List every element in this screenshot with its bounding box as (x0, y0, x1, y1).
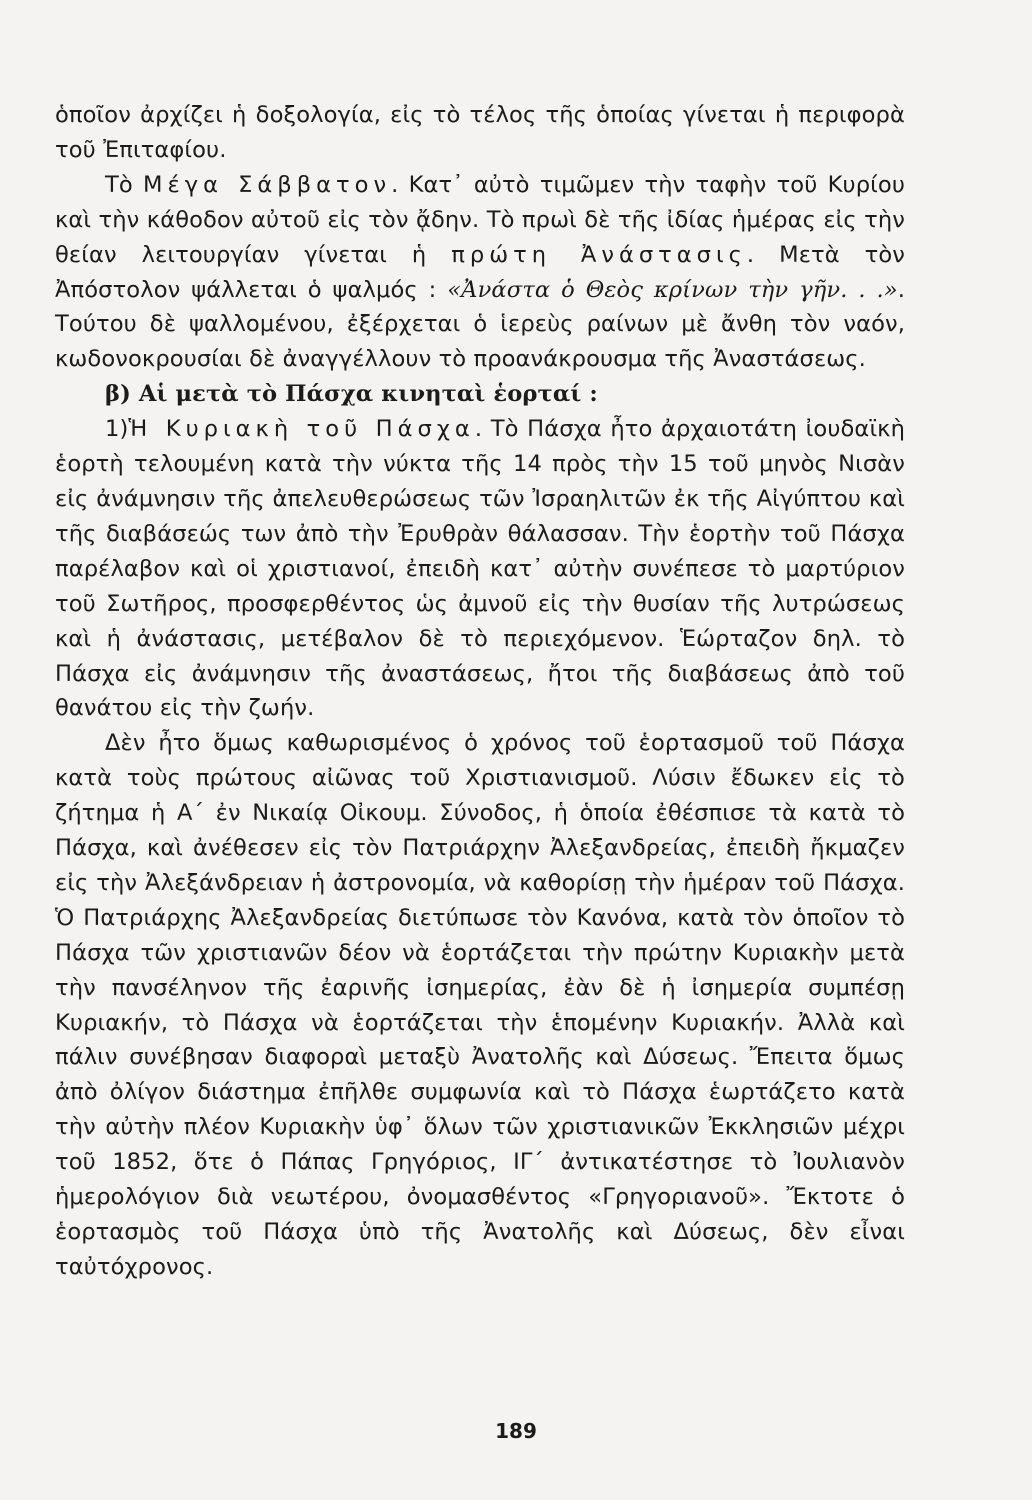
item-number: 1) (105, 416, 129, 443)
page-number: 189 (495, 1419, 537, 1443)
term-pascha-sunday: Ἡ Κυριακὴ τοῦ Πάσχα (128, 416, 475, 443)
section-heading: β) Αἱ μετὰ τὸ Πάσχα κινηταὶ ἑορταί : (105, 381, 598, 408)
body-text (55, 98, 905, 1285)
paragraph-pascha-date: Δὲν ἦτο ὅμως καθωρισμένος ὁ χρόνος τοῦ ἑορτασμοῦ τοῦ Πάσχα κατὰ τοὺς πρώτους αἰῶνας τοῦ Χριστιανισμοῦ. Λύσιν ἔδωκεν εἰς τὸ ζήτημα ἡ Α΄ ἐν Νικαίᾳ Οἰκουμ. Σύνοδος, ἡ ὁποία ἐθέσπισε τὰ κατὰ τὸ Πάσχα, καὶ ἀνέθεσεν εἰς τὸν Πατριάρχην Ἀλεξανδρείας, ἐπειδὴ ἤκμαζεν εἰς τὴν Ἀλεξάνδρειαν ἡ ἀστρονομία, νὰ καθορίσῃ τὴν ἡμέραν τοῦ Πάσχα. Ὁ Πατριάρχης Ἀλεξανδρείας διετύπωσε τὸν Κανόνα, κατὰ τὸν ὁποῖον τὸ Πάσχα τῶν χριστιανῶν δέον νὰ ἑορτάζεται τὴν πρώτην Κυριακὴν μετὰ τὴν πανσέληνον τῆς ἐαρινῆς ἰσημερίας, ἐὰν δὲ ἡ ἰσημερία συμπέσῃ Κυριακήν, τὸ Πάσχα νὰ ἑορτάζεται τὴν ἑπομένην Κυριακήν. Ἀλλὰ καὶ πάλιν συνέβησαν διαφοραὶ μεταξὺ Ἀνατολῆς καὶ Δύσεως. Ἔπειτα ὅμως ἀπὸ ὀλίγον διάστημα ἐπῆλθε συμφωνία καὶ τὸ Πάσχα ἑωρτάζετο κατὰ τὴν αὐτὴν πλέον Κυριακὴν ὑφ᾽ ὅλων τῶν χριστιανικῶν Ἐκκλησιῶν μέχρι τοῦ 1852, ὅτε ὁ Πάπας Γρηγόριος, ΙΓ΄ ἀντικατέστησε τὸ Ἰουλιανὸν ἡμερολόγιον διὰ νεωτέρου, ὀνομασθέντος «Γρηγοριανοῦ». Ἔκτοτε ὁ ἑορτασμὸς τοῦ Πάσχα ὑπὸ τῆς Ἀνατολῆς καὶ Δύσεως, δὲν εἶναι ταὐτόχρονος. (55, 730, 905, 1280)
paragraph-pascha-sunday: 1)Ἡ Κυριακὴ τοῦ Πάσχα. Τὸ Πάσχα ἦτο ἀρχαιοτάτη ἰουδαϊκὴ ἑορτὴ τελουμένη κατὰ τὴν νύκτα τῆς 14 πρὸς τὴν 15 τοῦ μηνὸς Νισὰν εἰς ἀνάμνησιν τῆς ἀπελευθερώσεως τῶν Ἰσραηλιτῶν ἐκ τῆς Αἰγύπτου καὶ τῆς διαβάσεώς των ἀπὸ τὴν Ἐρυθρὰν θάλασσαν. Τὴν ἑορτὴν τοῦ Πάσχα παρέλαβον καὶ οἱ χριστιανοί, ἐπειδὴ κατ᾽ αὐτὴν συνέπεσε τὸ μαρτύριον τοῦ Σωτῆρος, προσφερθέντος ὡς ἀμνοῦ εἰς τὴν θυσίαν τῆς λυτρώσεως καὶ ἡ ἀνάστασις, μετέβαλον δὲ τὸ περιεχόμενον. Ἑώρταζον δηλ. τὸ Πάσχα εἰς ἀνάμνησιν τῆς ἀναστάσεως, ἤτοι τῆς διαβάσεως ἀπὸ τοῦ θανάτου εἰς τὴν ζωήν. (55, 416, 905, 722)
psalm-quote: «Ἀνάστα ὁ Θεὸς κρίνων τὴν γῆν. . .» (447, 276, 898, 303)
paragraph-holy-saturday: Τὸ Μέγα Σάββατον. Κατ᾽ αὐτὸ τιμῶμεν τὴν ταφὴν τοῦ Κυρίου καὶ τὴν κάθοδον αὐτοῦ εἰς τὸν ᾄδην. Τὸ πρωὶ δὲ τῆς ἰδίας ἡμέρας εἰς τὴν θείαν λειτουργίαν γίνεται ἡ πρώτη Ἀνάστασις. Μετὰ τὸν Ἀπόστολον ψάλλεται ὁ ψαλμός : «Ἀνάστα ὁ Θεὸς κρίνων τὴν γῆν. . .». Τούτου δὲ ψαλλομένου, ἐξέρχεται ὁ ἱερεὺς ραίνων μὲ ἄνθη τὸν ναόν, κωδονοκρουσίαι δὲ ἀναγγέλλουν τὸ προανάκρουσμα τῆς Ἀναστάσεως. (55, 171, 906, 373)
paragraph-epitaphios: ὁποῖον ἀρχίζει ἡ δοξολογία, εἰς τὸ τέλος τῆς ὁποίας γίνεται ἡ περιφορὰ τοῦ Ἐπιταφίου. (55, 102, 905, 163)
term-holy-saturday: Μέγα Σάββατον (143, 171, 392, 198)
term-first-resurrection: πρώτη Ἀνάστασις (451, 241, 747, 268)
